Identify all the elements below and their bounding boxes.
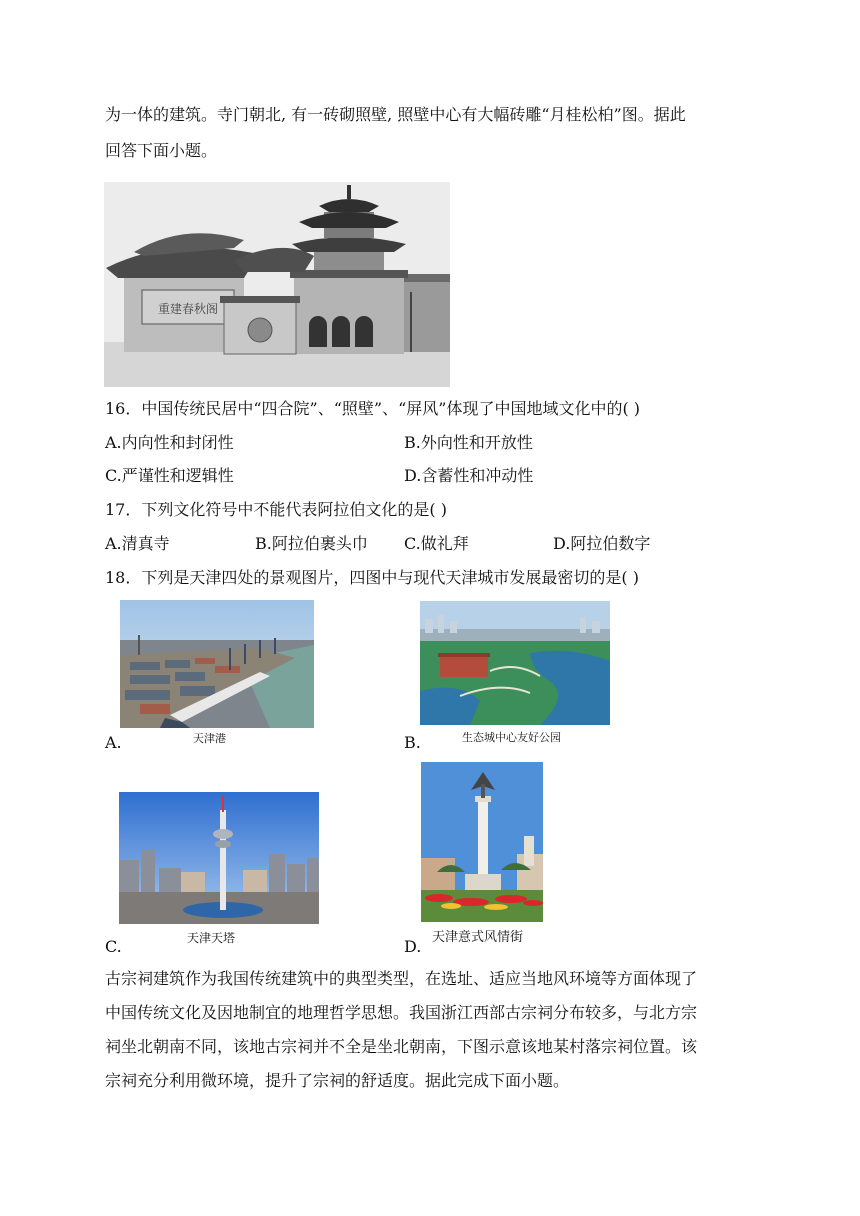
tianjin-port-photo[interactable] [120,600,314,728]
passage2-line-4: 宗祠充分利用微环境，提升了宗祠的舒适度。据此完成下面小题。 [105,1071,570,1090]
q17-stem: 17．下列文化符号中不能代表阿拉伯文化的是( ) [105,500,447,519]
q16-option-b[interactable]: B.外向性和开放性 [404,433,533,452]
q18-option-b-letter[interactable]: B. [404,733,421,752]
q18-option-c-letter[interactable]: C. [105,937,122,956]
passage2-line-2: 中国传统文化及因地制宜的地理哲学思想。我国浙江西部古宗祠分布较多，与北方宗 [105,1003,698,1022]
q18-option-d-caption: 天津意式风情街 [432,930,524,945]
passage2-line-3: 祠坐北朝南不同，该地古宗祠并不全是坐北朝南，下图示意该地某村落宗祠位置。该 [105,1037,698,1056]
q18-option-c-caption: 天津天塔 [187,931,236,945]
q18-option-a-letter[interactable]: A. [105,733,122,752]
q18-option-a-caption: 天津港 [193,732,226,745]
passage2-line-1: 古宗祠建筑作为我国传统建筑中的典型类型，在选址、适应当地风环境等方面体现了 [105,969,698,988]
q16-option-c[interactable]: C.严谨性和逻辑性 [105,466,234,485]
italian-street-photo[interactable] [421,762,543,922]
temple-photo [104,182,450,387]
q16-option-a[interactable]: A.内向性和封闭性 [105,433,234,452]
tianjin-tower-photo[interactable] [119,792,319,924]
q17-option-b[interactable]: B.阿拉伯裹头巾 [255,534,368,553]
q17-option-a[interactable]: A.清真寺 [105,534,170,553]
q18-stem: 18．下列是天津四处的景观图片，四图中与现代天津城市发展最密切的是( ) [105,568,639,587]
q17-option-c[interactable]: C.做礼拜 [404,534,469,553]
q18-option-d-letter[interactable]: D. [404,937,422,956]
intro-line-2: 回答下面小题。 [105,141,218,160]
q17-option-d[interactable]: D.阿拉伯数字 [553,534,651,553]
temple-sign-text: 重建春秋阁 [157,302,219,316]
eco-city-park-photo[interactable] [420,601,610,725]
q18-option-b-caption: 生态城中心友好公园 [462,731,561,744]
q16-stem: 16．中国传统民居中“四合院”、“照壁”、“屏风”体现了中国地域文化中的( ) [105,399,641,418]
q16-option-d[interactable]: D.含蓄性和冲动性 [404,466,534,485]
intro-line-1: 为一体的建筑。寺门朝北, 有一砖砌照壁, 照壁中心有大幅砖雕“月桂松柏”图。据此 [105,105,686,124]
